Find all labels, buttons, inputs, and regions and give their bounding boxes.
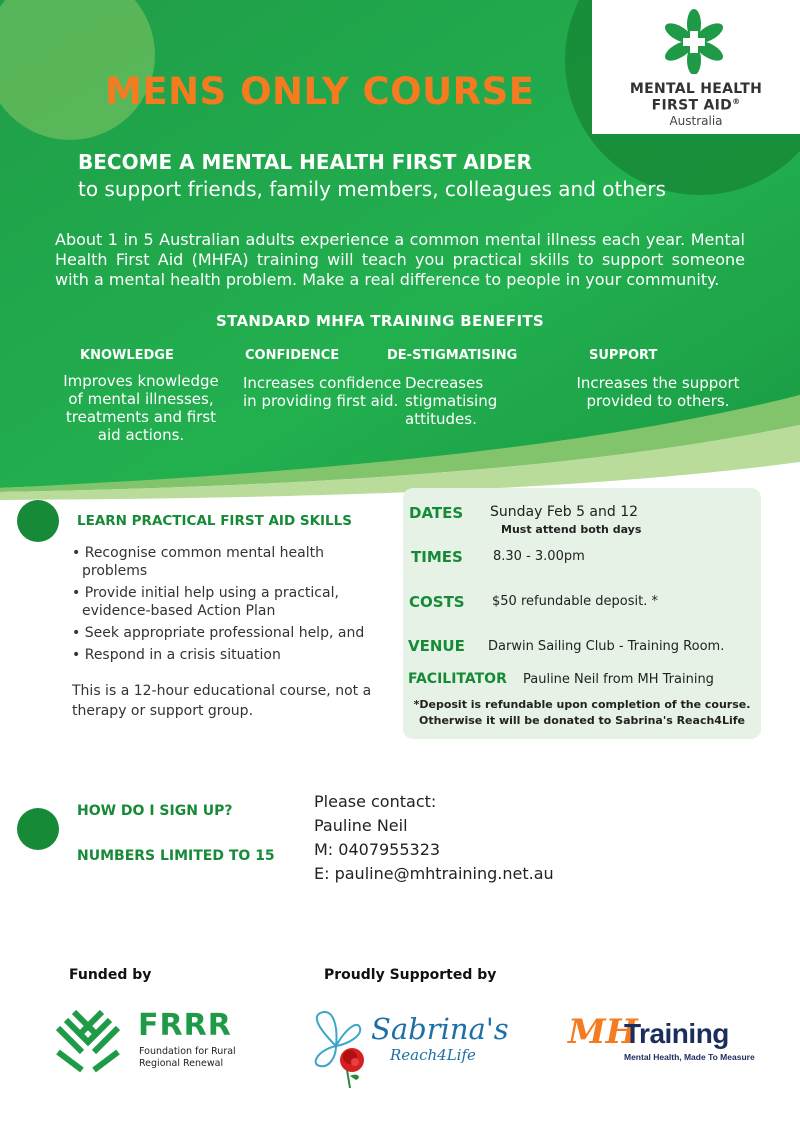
benefit-heading-confidence: CONFIDENCE [245,348,340,363]
hero-subtitle: to support friends, family members, colleagues and others [78,177,666,201]
contact-intro: Please contact: [314,792,437,811]
page-title: MENS ONLY COURSE [105,70,535,113]
sabrina-sub: Reach4Life [390,1046,476,1064]
list-item: • Seek appropriate professional help, and [72,624,392,642]
benefit-text-confidence: Increases confidence in providing first aid. [243,374,402,410]
benefit-text-knowledge: Improves knowledge of mental illnesses, treatments and first aid actions. [63,372,219,444]
course-note: This is a 12-hour educational course, not a therapy or support group. [72,683,372,719]
contact-name: Pauline Neil [314,816,408,835]
contact-email[interactable]: E: pauline@mhtraining.net.au [314,864,554,883]
sabrina-name: Sabrina's [371,1012,509,1046]
mh-mark: MH [568,1012,638,1052]
supported-by-label: Proudly Supported by [324,967,497,983]
mhfa-logo [592,0,800,134]
mh-training-word: Training [624,1018,729,1049]
benefits-title: STANDARD MHFA TRAINING BENEFITS [216,312,544,330]
footnote-line1: *Deposit is refundable upon completion of the course. [413,698,751,711]
section-dot [17,808,59,850]
logo-text-line2: FIRST AID® [651,97,741,114]
frrr-logo-icon [52,1004,124,1076]
list-item: • Recognise common mental health problems [72,544,392,580]
section-dot [17,500,59,542]
signup-heading: HOW DO I SIGN UP? [77,803,233,819]
times-label: TIMES [411,548,463,566]
skills-heading: LEARN PRACTICAL FIRST AID SKILLS [77,513,352,529]
benefit-text-support: Increases the support provided to others. [576,374,740,410]
intro-paragraph: About 1 in 5 Australian adults experience a common mental illness each year. Mental Health First Aid (MHFA) training will teach you practical skills to support someone with a mental health problem. Make a real difference to people in your community. [55,230,745,289]
mh-tagline: Mental Health, Made To Measure [624,1052,755,1062]
frrr-acronym: FRRR [138,1008,232,1043]
benefit-heading-knowledge: KNOWLEDGE [80,348,174,363]
frrr-line2: Regional Renewal [139,1058,224,1069]
times-value: 8.30 - 3.00pm [493,549,585,564]
frrr-line1: Foundation for Rural [139,1046,236,1057]
hero-subtitle-bold: BECOME A MENTAL HEALTH FIRST AIDER [78,150,532,174]
logo-text-line3: Australia [669,114,723,128]
logo-text-line1: MENTAL HEALTH [629,81,763,97]
mhfa-flower-icon [656,6,732,74]
dates-note: Must attend both days [501,523,642,536]
contact-phone[interactable]: M: 0407955323 [314,840,441,859]
list-item: • Provide initial help using a practical, evidence-based Action Plan [72,584,392,620]
funded-by-label: Funded by [69,967,152,983]
facilitator-label: FACILITATOR [408,671,507,687]
deposit-footnote [403,697,761,729]
costs-value: $50 refundable deposit. * [492,594,658,609]
costs-label: COSTS [409,593,465,611]
numbers-limited: NUMBERS LIMITED TO 15 [77,848,275,864]
skills-list [72,544,392,668]
benefit-heading-support: SUPPORT [589,348,658,363]
dates-value: Sunday Feb 5 and 12 [490,504,639,520]
dates-label: DATES [409,504,464,522]
benefit-text-destigmatising: Decreases stigmatising attitudes. [405,374,498,428]
venue-label: VENUE [408,637,465,655]
list-item: • Respond in a crisis situation [72,646,392,664]
benefit-heading-destigmatising: DE-STIGMATISING [387,348,518,363]
venue-value: Darwin Sailing Club - Training Room. [488,639,725,654]
footnote-line2: Otherwise it will be donated to Sabrina's Reach4Life [419,714,745,727]
facilitator-value: Pauline Neil from MH Training [523,672,714,687]
